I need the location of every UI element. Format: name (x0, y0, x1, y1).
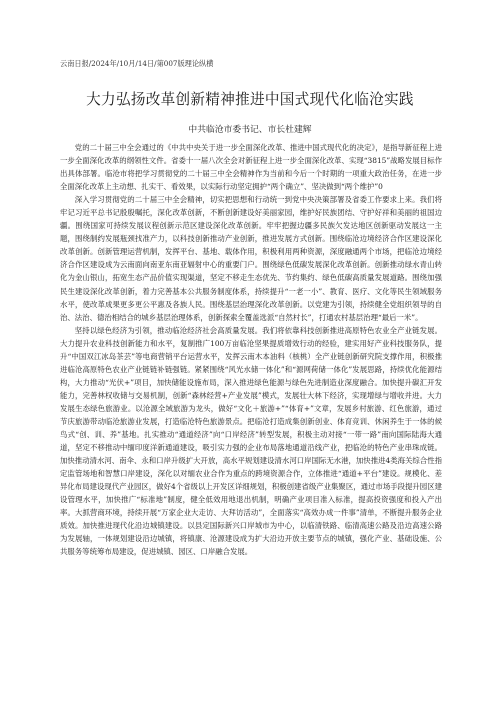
paragraph-1: 党的二十届三中全会通过的《中共中央关于进一步全面深化改革、推进中国式现代化的决定》，是指导新征程上进一步全面深化改革的纲领性文件。省委十一届八次全会对新征程上进一步全面深化改革、实现“3815”战略发展目标作出具体部署。临沧市将把学习贯彻党的二十届三中全会精神作为当前和今后一个时期的一项重大政治任务，在进一步全面深化改革上主动想、扎实干、看效果，以实际行动坚定拥护“两个确立”、坚决做到“两个维护”0 (60, 143, 442, 192)
paragraph-2: 深入学习贯彻党的二十届三中全会精神，切实把思想和行动统一到党中央决策部署及省委工作要求上来。我们将牢记习近平总书记殷殷嘱托，深化改革创新，不断创新建设好美丽家园，维护好民族团结、守护好祥和美丽的祖国边疆。围绕国家可持续发展议程创新示范区建设深化改革创新。牢牢把握边疆多民族欠发达地区创新驱动发展这一主题，围绕制约发展瓶颈找准产力，以科技创新推动产业创新，推进发展方式创新。围绕临沧边境经济合作区建设深化改革创新。创新管理运营机制，发挥平台、基地、载体作用，积极利用两种资源，深度融通两个市场，把临沧边境经济合作区建设成为云南面向南亚东南亚辐射中心的重要门户。围绕绿色低碳发展深化改革创新。创新推动绿水青山转化为金山银山，拓宽生态产品价值实现渠道，坚定不移走生态优先、节约集约、绿色低碳高质量发展道路。围绕加强民生建设深化改革创新，着力完善基本公共服务制度体系，持续提升“一老一小”、教育、医疗、文化等民生领域服务水平，使改革成果更多更公平惠及各族人民。围绕基层治理深化改革创新。以党建为引领，持续健全党组织领导的自治、法治、德治相结合的城乡基层治理体系，创新探索全覆盖选派“自然村长”，打通农村基层治理“最后一米”。 (60, 195, 442, 322)
article-body (60, 141, 442, 559)
author-line: 中共临沧市委书记、市长杜建辉 (188, 125, 312, 135)
paragraph-3: 坚持以绿色经济为引领，推动临沧经济社会高质量发展。我们将依靠科技创新推进高原特色农业全产业链发展。大力提升农业科技创新能力和水平，复制推广100万亩临沧坚果提质增效行动的经验，建实用好产业科技服务队，提升“中国双江冰岛茶芸”等电商营销平台运营水平，发挥云南木本油料（核桃）全产业链创新研究院支撑作用，积极推进临沧高原特色农业产业链链补链强链。紧紧围绕“风光水储一体化”和“源网荷储一体化”发展思路，持续优化能源结构，大力推动“光伏+”项目，加快储能设施布局，深入推进绿色能源与绿色先进制造业深度融合。加快提升碳汇开发能力，完善林权收储与交易机制，创新“森林经营+产业发展”模式，发展壮大林下经济，实现增绿与增收并进。大力发展生态绿色旅游业。以沧源全域旅游为龙头，做好“文化＋旅游+”“体育+”文章，发展乡村旅游、红色旅游，通过节庆旅游带动临沧旅游业发展，打造临沧特色旅游景点。把临沧打造成集创新创业、体育竞训、休闲养生于一体的候鸟式“创、训、养”基地。扎实推动“通道经济”向“口岸经济”转型发展，积极主动对接“一带一路”南向国际陆海大通道，坚定不移推动中缅印度洋新通道建设，吸引实力强的企业布局落地通道沿线产业，把临沧的特色产业串珠成链。加快推动清水河、南伞、永和口岸升级扩大开放，高水平规划建设清水河口岸国际无水港，加快推进4类海关综合性指定监管场地和智慧口岸建设，深化以对缅农业合作为重点的跨境资源合作，立体推进“通道+平台”建设。规模化、差异化布局建设现代产业园区，做好4个省级以上开发区详细规划，积极创建省级产业集聚区，通过市场手段提升园区建设管理水平，加快推广“标准地”制度，健全低效用地退出机制，明确产业项目准入标准，提高投资强度和投入产出率。大抓营商环境，持续开展“万家企业大走访、大拜访活动”，全面落实“高效办成一件事”清单，不断提升服务企业质效。加快推进现代化沿边城镇建设。以县定国际新兴口岸城市为中心，以临清铁路、临清高速公路及沿边高速公路为发展轴，一体规划建设沿边城镇，将镇康、沧源建设成为扩大沿边开放主要节点的城镇，强化产业、基础设施、公共服务等统筹布局建设，促进城镇、园区、口岸融合发展。 (60, 325, 442, 557)
source-line: 云南日报/2024年/10月/14日/第007版理论纵横 (60, 59, 214, 68)
article-title: 大力弘扬改革创新精神推进中国式现代化临沧实践 (86, 91, 414, 108)
